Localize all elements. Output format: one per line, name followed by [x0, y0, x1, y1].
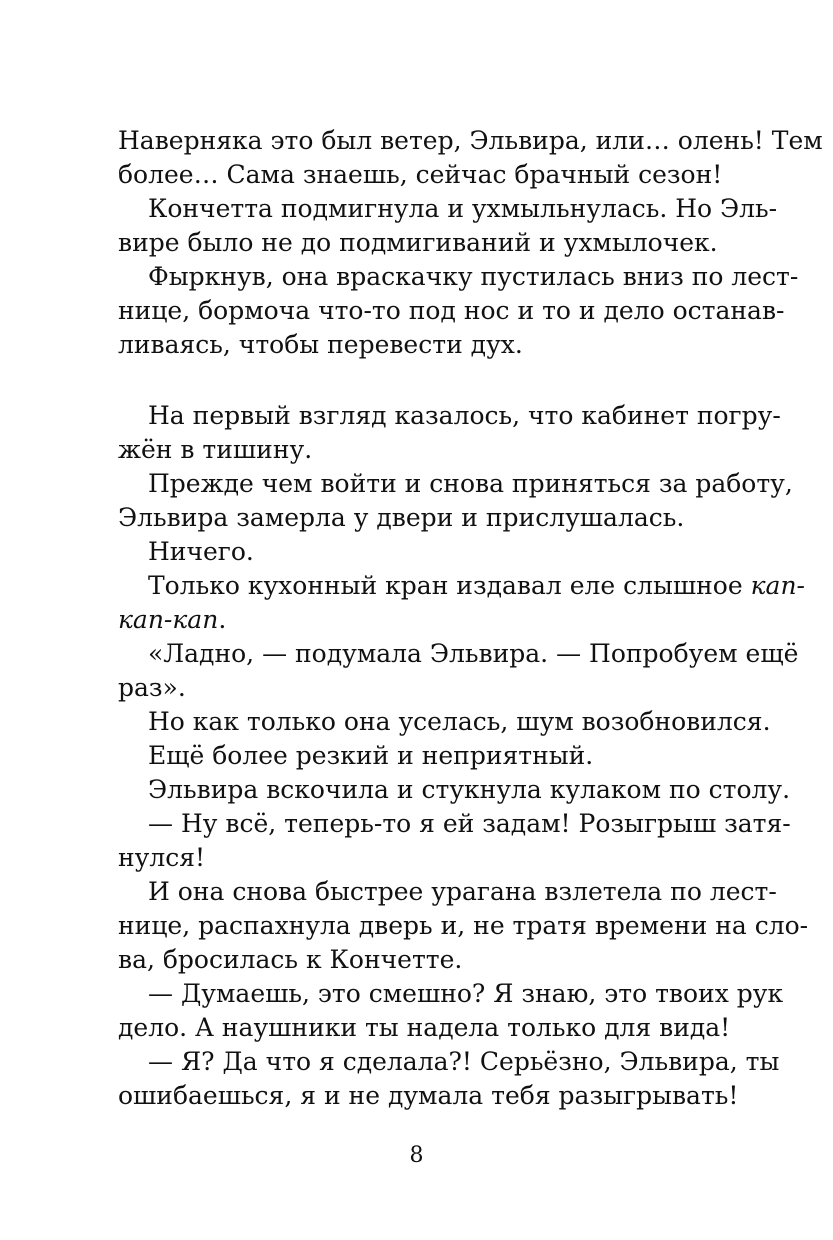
text-line	[118, 226, 718, 260]
text-line-content: Фыркнув, она враскачку пустилась вниз по лест-	[148, 262, 799, 291]
text-line	[118, 943, 718, 977]
italic-text: кап-	[750, 571, 805, 600]
page-number: 8	[409, 1143, 424, 1168]
text-line-content: Только кухонный кран издавал еле слышное	[148, 571, 751, 600]
paragraph-gap	[118, 362, 718, 399]
text-line	[118, 328, 718, 362]
text-line	[118, 124, 823, 158]
text-line-content: нице, распахнула дверь и, не тратя времени на сло-	[118, 911, 809, 940]
text-line-content: Кончетта подмигнула и ухмыльнулась. Но Эль-	[148, 194, 778, 223]
text-line	[118, 294, 785, 328]
italic-text: кап-кап	[118, 605, 219, 634]
text-line	[118, 637, 799, 671]
text-line-tail: .	[218, 605, 227, 634]
text-line-content: Ещё более резкий и неприятный.	[148, 741, 594, 770]
text-line-content: нулся!	[118, 843, 206, 872]
text-line-content: На первый взгляд казалось, что кабинет погру-	[148, 401, 781, 430]
text-line	[118, 671, 718, 705]
text-line-content: Прежде чем войти и снова приняться за работу,	[148, 469, 793, 498]
text-line-content: ошибаешься, я и не думала тебя разыгрывать!	[118, 1081, 739, 1110]
page-body-text	[118, 124, 823, 1113]
text-line-content: ва, бросилась к Кончетте.	[118, 945, 463, 974]
text-line-content: более… Сама знаешь, сейчас брачный сезон!	[118, 160, 723, 189]
text-line	[118, 501, 718, 535]
text-line	[118, 399, 781, 433]
text-line	[118, 192, 778, 226]
text-line	[118, 977, 784, 1011]
text-line-content: дело. А наушники ты надела только для вида!	[118, 1013, 731, 1042]
text-line-content: Ничего.	[148, 537, 254, 566]
text-line	[118, 841, 718, 875]
text-line-content: Но как только она уселась, шум возобновился.	[148, 707, 771, 736]
text-line	[118, 158, 723, 192]
text-line-content: — Я? Да что я сделала?! Серьёзно, Эльвира, ты	[148, 1047, 780, 1076]
text-line	[118, 705, 771, 739]
text-line	[118, 807, 791, 841]
text-line	[118, 773, 791, 807]
text-line-content: вире было не до подмигиваний и ухмылочек.	[118, 228, 718, 257]
text-line-content: «Ладно, — подумала Эльвира. — Попробуем ещё	[148, 639, 799, 668]
text-line-content: жён в тишину.	[118, 435, 313, 464]
text-line	[118, 1045, 780, 1079]
text-line	[118, 569, 805, 603]
text-line-content: Эльвира вскочила и стукнула кулаком по столу.	[148, 775, 791, 804]
text-line-content: ливаясь, чтобы перевести дух.	[118, 330, 523, 359]
text-line	[118, 1079, 739, 1113]
text-line-content: Наверняка это был ветер, Эльвира, или… олень! Тем	[118, 126, 823, 155]
text-line-content: Эльвира замерла у двери и прислушалась.	[118, 503, 685, 532]
text-line-content: И она снова быстрее урагана взлетела по лест-	[148, 877, 777, 906]
text-line-content: раз».	[118, 673, 186, 702]
text-line-content: нице, бормоча что-то под нос и то и дело останав-	[118, 296, 785, 325]
text-line	[118, 1011, 731, 1045]
text-line-content: — Ну всё, теперь-то я ей задам! Розыгрыш затя-	[148, 809, 791, 838]
text-line	[118, 739, 718, 773]
text-line	[118, 875, 777, 909]
text-line	[118, 467, 793, 501]
text-line-content: — Думаешь, это смешно? Я знаю, это твоих рук	[148, 979, 784, 1008]
text-line	[118, 433, 718, 467]
text-line	[118, 535, 718, 569]
text-line	[118, 603, 718, 637]
text-line	[118, 260, 799, 294]
text-line	[118, 909, 809, 943]
